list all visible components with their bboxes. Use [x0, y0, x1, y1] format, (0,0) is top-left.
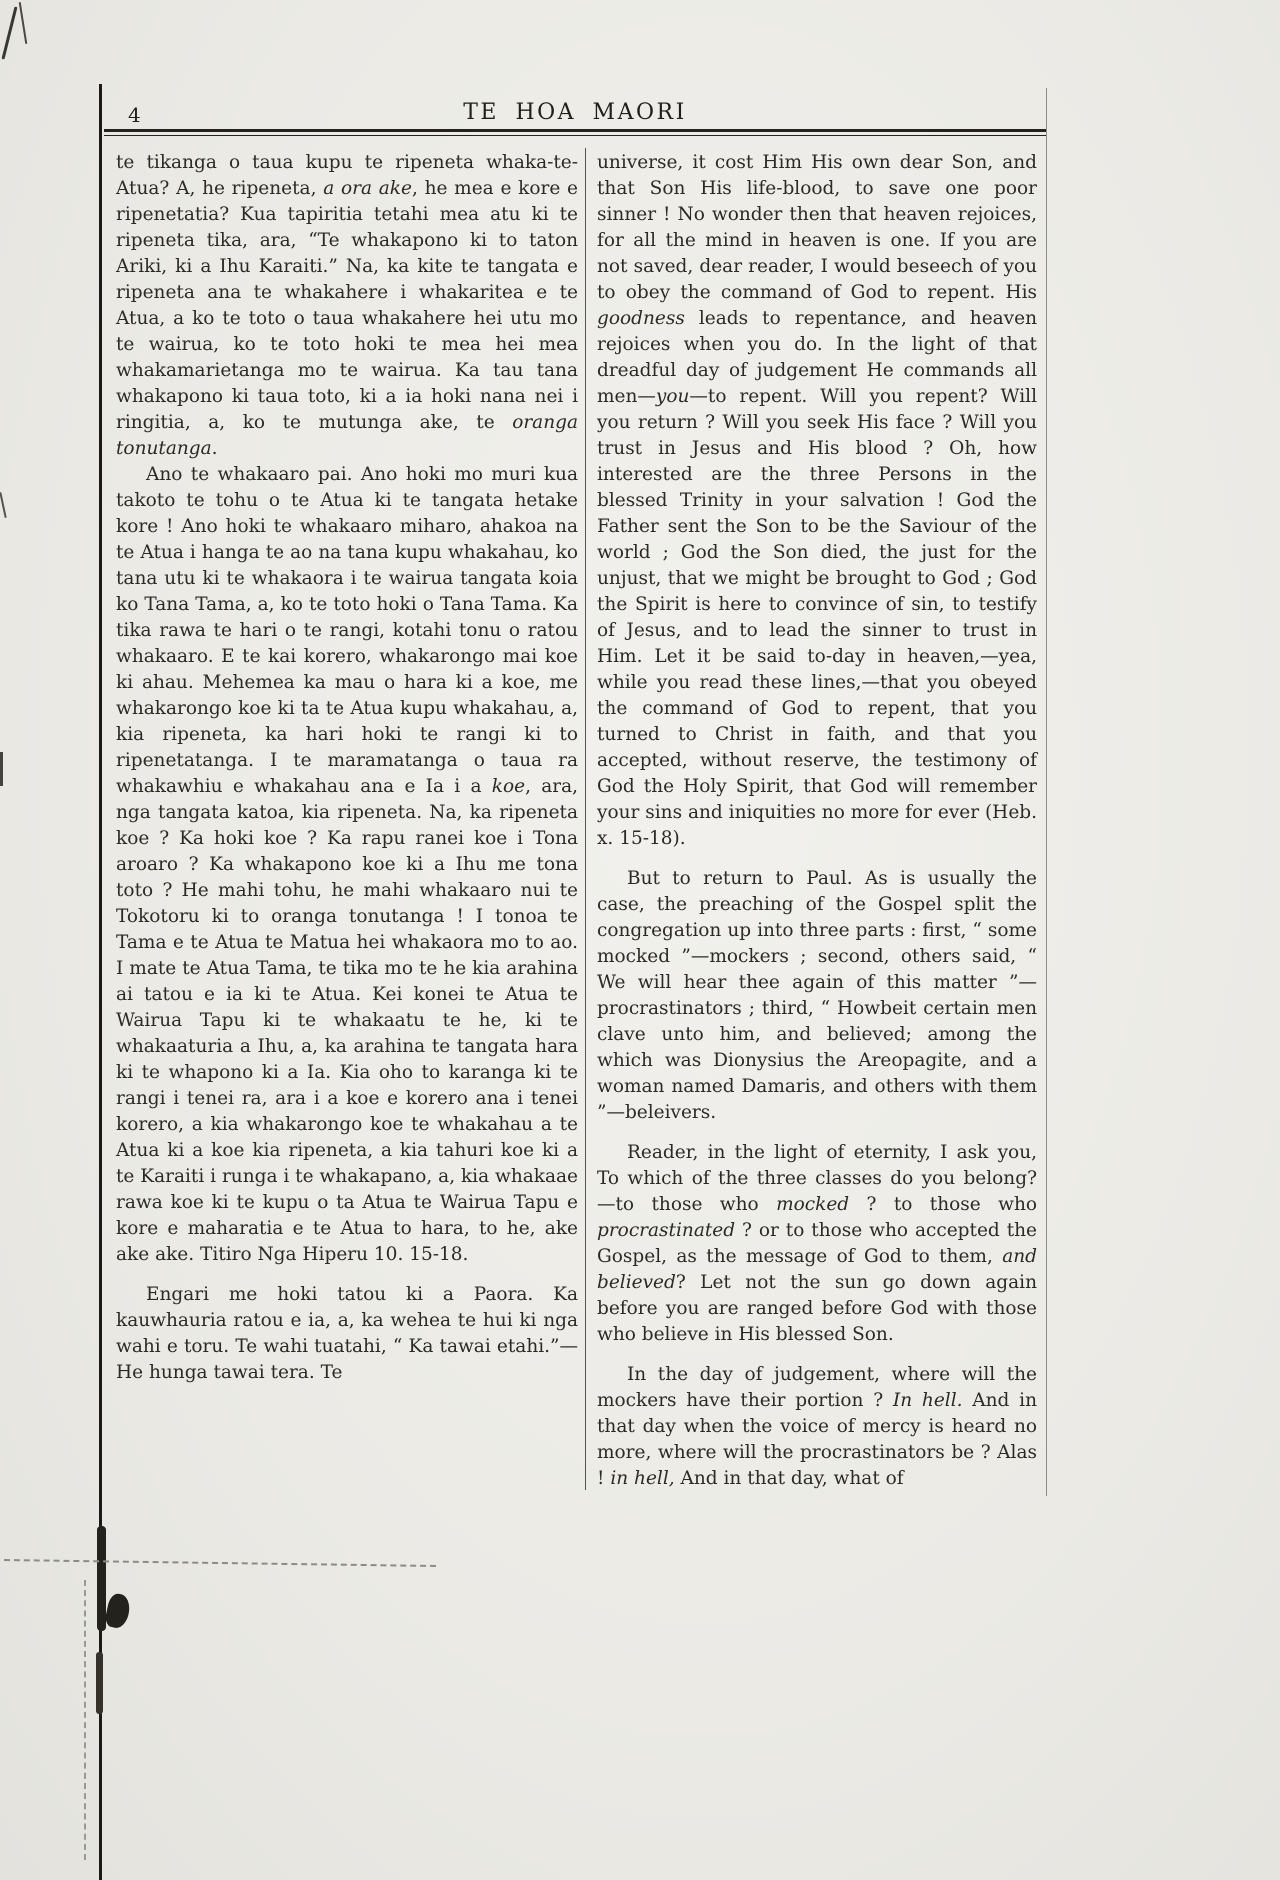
text-segment: , he mea e kore e ripenetatia? Kua tapiritia tetahi mea atu ki te ripeneta tika, ara, “Te whakapono ki to taton Ariki, ki a Ihu Karaiti.” Na, ka kite te tangata e ripeneta ana te whakahere i whakaritea e te Atua, a ko te toto o taua whakahere hei utu mo te wairua, ko te toto hoki te mea hei mea whakamarietanga mo te wairua. Ka tau tana whakapono ki taua toto, ki a ia hoki nana nei i ringitia, a, ko te mutunga ake, te: [116, 178, 578, 433]
text-segment: —to repent. Will you repent? Will you return ? Will you seek His face ? Will you trust in Jesus and His blood ? Oh, how interested are the three Persons in the blessed Trinity in your salvation ! God the Father sent the Son to be the Saviour of the world ; God the Son died, the just for the unjust, that we might be brought to God ; God the Spirit is here to convince of sin, to testify of Jesus, and to lead the sinner to trust in Him. Let it be said to-day in heaven,—yea, while you read these lines,—that you obeyed the command of God to repent, that you turned to Christ in faith, and that you accepted, without reserve, the testimony of God the Holy Spirit, that God will remember your sins and iniquities no more for ever (Heb. x. 15-18).: [597, 386, 1037, 849]
pen-mark-artifact: [2, 6, 18, 59]
paragraph: [116, 150, 578, 462]
text-segment: But to return to Paul. As is usually the case, the preaching of the Gospel split the congregation up into three parts : first, “ some mocked ”—mockers ; second, others said, “ We will hear thee again of this matter ”—procrastinators ; third, “ Howbeit certain men clave unto him, and believed; among the which was Dionysius the Areopagite, and a woman named Damaris, and others with them ”—beleivers.: [597, 868, 1037, 1123]
text-segment: , ara, nga tangata katoa, kia ripeneta. Na, ka ripeneta koe ? Ka hoki koe ? Ka rapu ranei koe i Tona aroaro ? Ka whakapono koe ki a Ihu me tona toto ? He mahi tohu, he mahi whakaaro nui te Tokotoru ki to oranga tonutanga ! I tonoa te Tama e te Atua te Matua hei whakaora mo to ao. I mate te Atua Tama, te tika mo te he kia arahina ai tatou e ia ki te Atua. Kei konei te Atua te Wairua Tapu ki te whakaatu te he, ki te whakaaturia a Ihu, a, ka arahina te tangata hara ki te whapono ki a Ia. Kia oho to karanga ki te rangi i tenei ra, ara i a koe e korero ana i tenei korero, a kia whakarongo koe te whakahau a te Atua ki a koe kia ripeneta, a kia tahuri koe ki a te Karaiti i runga i te whakapano, a, kia whakaae rawa koe ki te kupu o ta Atua te Wairua Tapu e kore e maharatia e te Atua to hara, to he, ake ake ake. Titiro Nga Hiperu 10. 15-18.: [116, 776, 578, 1265]
text-segment: ? Let not the sun go down again before you are ranged before God with those who believe in His blessed Son.: [597, 1272, 1037, 1345]
page-header: [104, 98, 1046, 132]
pen-mark-artifact: [19, 2, 28, 44]
ink-blob-artifact: [96, 1652, 103, 1714]
text-segment: Ano te whakaaro pai. Ano hoki mo muri kua takoto te tohu o te Atua ki te tangata hetake kore ! Ano hoki te whakaaro miharo, ahakoa na te Atua i hanga te ao na tana kupu whakahau, ko tana utu ki te whakaora i te wairua tangata koia ko Tana Tama, a, ko te toto hoki o Tana Tama. Ka tika rawa te hari o te rangi, kotahi tonu o ratou whakaaro. E te kai korero, whakarongo mai koe ki ahau. Mehemea ka mau o hara ki a koe, me whakarongo koe ki ta te Atua kupu whakahau, a, kia ripeneta, ka hari hoki te rangi ki to ripenetatanga. I te maramatanga o taua ra whakawhiu e whakahau ana e Ia i a: [116, 464, 578, 797]
text-segment: Engari me hoki tatou ki a Paora. Ka kauwhauria ratou e ia, a, ka wehea te hui ki nga wahi e toru. Te wahi tuatahi, “ Ka tawai etahi.”—He hunga tawai tera. Te: [116, 1284, 578, 1383]
page-title: TE HOA MAORI: [463, 100, 687, 125]
paragraph: [597, 866, 1037, 1126]
text-segment: And in that day, what of: [674, 1468, 904, 1489]
paragraph: [597, 1140, 1037, 1348]
italic-text-segment: you: [655, 386, 690, 407]
paragraph: [116, 1282, 578, 1386]
text-segment: te tikanga o taua kupu te ripeneta whaka-te-Atua? A, he ripeneta,: [116, 152, 578, 199]
fold-dash-artifact: [4, 1559, 436, 1567]
paragraph: [597, 1362, 1037, 1492]
italic-text-segment: koe: [491, 776, 526, 797]
italic-text-segment: in hell,: [610, 1468, 675, 1489]
page-number: 4: [128, 103, 141, 127]
right-column-english: [597, 150, 1037, 1492]
margin-mark-artifact: [0, 752, 3, 786]
italic-text-segment: mocked: [776, 1194, 850, 1215]
page-right-border-rule: [1046, 88, 1047, 1496]
text-segment: leads to repentance, and heaven rejoices when you do. In the light of that dreadful day of judgement He commands all men—: [597, 308, 1037, 407]
italic-text-segment: a ora ake: [323, 178, 412, 199]
fold-dash-artifact: [84, 1580, 86, 1860]
left-column-maori: [116, 150, 578, 1386]
paragraph: [597, 150, 1037, 852]
column-divider-rule: [585, 148, 586, 1490]
italic-text-segment: In hell.: [892, 1390, 963, 1411]
text-segment: ? to those who: [849, 1194, 1037, 1215]
paragraph: [116, 462, 578, 1268]
italic-text-segment: oranga tonutanga: [116, 412, 578, 459]
text-segment: And in that day when the voice of mercy is heard no more, where will the procrastinators be ? Alas !: [597, 1390, 1037, 1489]
margin-mark-artifact: [0, 492, 7, 518]
text-segment: ? or to those who accepted the Gospel, as the message of God to them,: [597, 1220, 1037, 1267]
italic-text-segment: goodness: [597, 308, 685, 329]
italic-text-segment: and believed: [597, 1246, 1037, 1293]
text-segment: Reader, in the light of eternity, I ask you, To which of the three classes do you belong? —to those who: [597, 1142, 1037, 1215]
text-segment: In the day of judgement, where will the mockers have their portion ?: [597, 1364, 1037, 1411]
ink-blob-artifact: [97, 1526, 106, 1631]
text-segment: .: [211, 438, 218, 459]
italic-text-segment: procrastinated: [597, 1220, 736, 1241]
text-segment: universe, it cost Him His own dear Son, and that Son His life-blood, to save one poor sinner ! No wonder then that heaven rejoices, for all the mind in heaven is one. If you are not saved, dear reader, I would beseech of you to obey the command of God to repent. His: [597, 152, 1037, 303]
header-double-rule: [104, 129, 1046, 136]
ink-blob-artifact: [104, 1592, 133, 1630]
